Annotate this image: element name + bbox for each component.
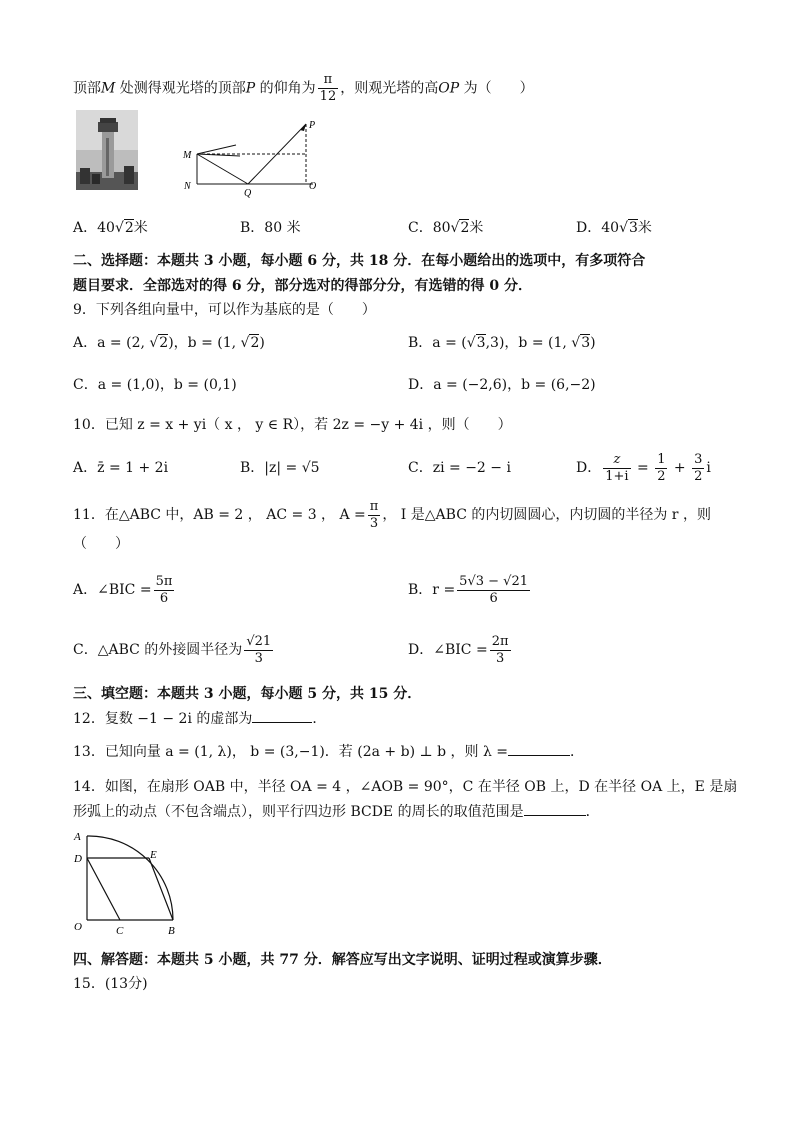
label-o: O xyxy=(74,921,82,933)
q8-stem: 顶部M 处测得观光塔的顶部P 的仰角为 $\frac{\pi}{12}$ ，则观光塔的高OP 为（ ） xyxy=(73,72,534,104)
q8-angle-fraction: $\frac{\pi}{12}$ xyxy=(319,72,337,104)
q8-option-c: C．80√2米 xyxy=(408,220,484,236)
q11-option-b: B．r = $\frac{5√3 - √21}{6}$ xyxy=(408,573,528,606)
q8-diagram xyxy=(180,118,325,198)
label-b: B xyxy=(168,925,175,937)
label-o: O xyxy=(309,181,317,192)
label-e: E xyxy=(150,849,157,861)
q15-header: 15．(13分) xyxy=(73,976,148,992)
q9-option-d: D．a = (−2,6)，b = (6,−2) xyxy=(408,377,596,393)
q9-option-a: A．a = (2, √2)，b = (1, √2) xyxy=(73,335,265,351)
q10-option-b: B．|z| = √5 xyxy=(240,460,320,476)
q9-option-c: C．a = (1,0)，b = (0,1) xyxy=(73,377,237,393)
q10-stem: 10．已知 z = x + yi（ x ， y ∈ R），若 2z = −y + 4i ，则（ ） xyxy=(73,417,512,433)
q9-stem: 9．下列各组向量中，可以作为基底的是（ ） xyxy=(73,302,376,318)
q10-option-d: D． $\frac{z}{1+i}$ = $\frac{1}{2}$ + $\frac{3}{2}$ i xyxy=(576,451,711,484)
q12-answer-blank[interactable] xyxy=(252,708,312,723)
tower-photo xyxy=(76,110,138,190)
q14-line2: 形弧上的动点（不包含端点），则平行四边形 BCDE 的周长的取值范围是 ． xyxy=(73,801,600,822)
q8-option-b: B．80 米 xyxy=(240,220,301,236)
q13-answer-blank[interactable] xyxy=(508,741,570,756)
q11-option-a: A．∠BIC = $\frac{5\pi}{6}$ xyxy=(73,573,173,606)
q10-option-a: A．z̄ = 1 + 2i xyxy=(73,460,169,476)
section2-heading-line1: 二、选择题：本题共 3 小题，每小题 6 分，共 18 分．在每小题给出的选项中，有多项符合 xyxy=(73,253,646,269)
section4-heading: 四、解答题：本题共 5 小题，共 77 分．解答应写出文字说明、证明过程或演算步骤． xyxy=(73,952,612,968)
q11-stem-paren: （ ） xyxy=(73,536,129,552)
label-n: N xyxy=(184,181,191,192)
q11-option-d: D．∠BIC = $\frac{2\pi}{3}$ xyxy=(408,633,509,666)
q13: 13．已知向量 a = (1, λ)， b = (3,−1)．若 (2a + b) ⊥ b ，则 λ = ． xyxy=(73,741,584,762)
q14-sector-diagram xyxy=(70,828,185,940)
q14-line1: 14．如图，在扇形 OAB 中，半径 OA = 4 ，∠AOB = 90°，C 在半径 OB 上，D 在半径 OA 上，E 是扇 xyxy=(73,779,738,795)
q8-option-d: D．40√3米 xyxy=(576,220,652,236)
q8-option-a: A．40√2米 xyxy=(73,220,148,236)
q9-option-b: B．a = (√3,3)，b = (1, √3) xyxy=(408,335,596,351)
label-p: P xyxy=(309,120,316,131)
q10-option-c: C．zi = −2 − i xyxy=(408,460,511,476)
q11-option-c: C．△ABC 的外接圆半径为 $\frac{√21}{3}$ xyxy=(73,633,272,666)
section3-heading: 三、填空题：本题共 3 小题，每小题 5 分，共 15 分． xyxy=(73,686,422,702)
section2-heading-line2: 题目要求．全部选对的得 6 分，部分选对的得部分分，有选错的得 0 分． xyxy=(73,278,532,294)
q11-stem: 11．在△ABC 中，AB = 2 ， AC = 3 ， A = $\frac{\pi}{3}$ ， I 是△ABC 的内切圆圆心，内切圆的半径为 r ，则 xyxy=(73,498,711,531)
q12: 12．复数 −1 − 2i 的虚部为 ． xyxy=(73,708,326,729)
label-a: A xyxy=(74,831,81,843)
label-q: Q xyxy=(244,188,252,198)
label-d: D xyxy=(74,853,82,865)
q14-answer-blank[interactable] xyxy=(524,801,586,816)
label-c: C xyxy=(116,925,124,937)
label-m: M xyxy=(183,150,192,161)
